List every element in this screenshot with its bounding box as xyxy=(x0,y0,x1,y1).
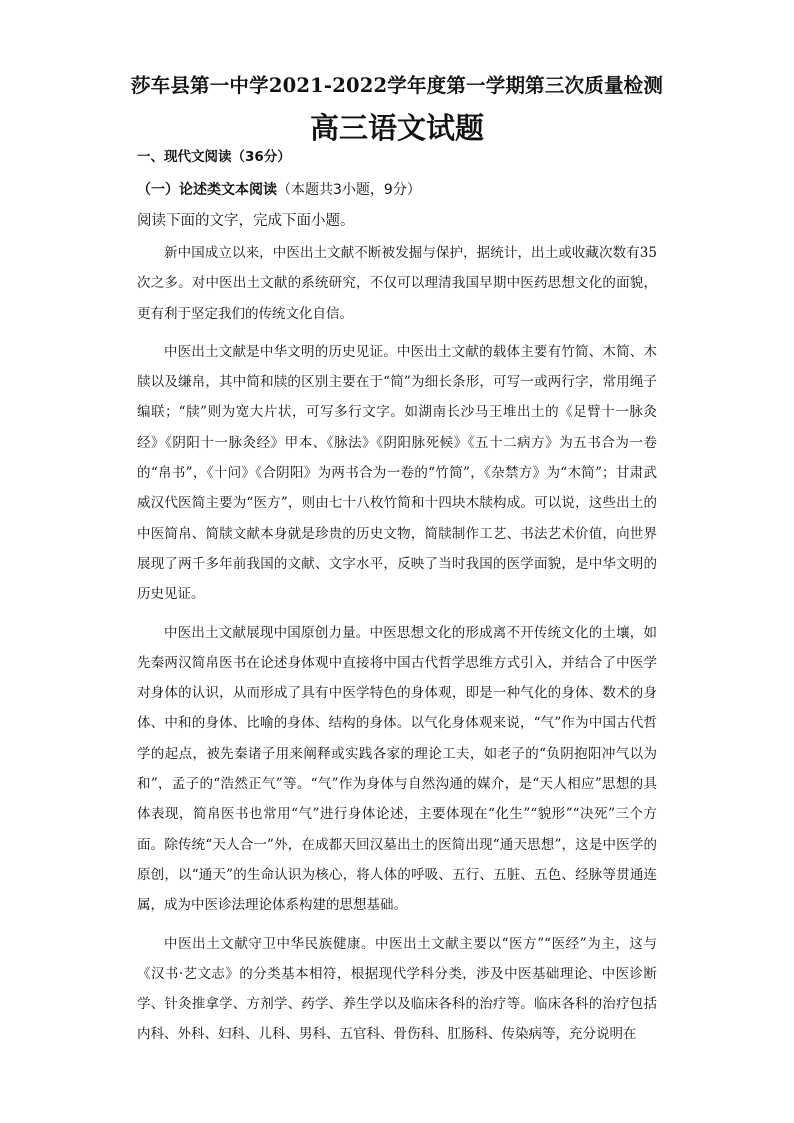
sub-section-note: （本题共3小题，9分） xyxy=(277,182,421,198)
section-heading: 一、现代文阅读（36分） xyxy=(137,149,291,165)
sub-section-heading xyxy=(137,179,421,199)
reading-instruction: 阅读下面的文字，完成下面小题。 xyxy=(137,213,355,229)
article-paragraph: 中医出土文献守卫中华民族健康。中医出土文献主要以“医方”“医经”为主，这与《汉书·艺文志》的分类基本相符，根据现代学科分类，涉及中医基础理论、中医诊断学、针灸推拿学、方剂学、药学、养生学以及临床各科的治疗等。临床各科的治疗包括内科、外科、妇科、儿科、男科、五官科、骨伤科、肛肠科、传染病等，充分说明在 xyxy=(137,935,657,1043)
article-paragraph: 新中国成立以来，中医出土文献不断被发掘与保护，据统计，出土或收藏次数有35次之多。对中医出土文献的系统研究，不仅可以理清我国早期中医药思想文化的面貌，更有利于坚定我们的传统文化自信。 xyxy=(137,245,657,322)
exam-title: 莎车县第一中学2021-2022学年度第一学期第三次质量检测 xyxy=(130,74,664,97)
article-paragraph: 中医出土文献是中华文明的历史见证。中医出土文献的载体主要有竹简、木简、木牍以及缣帛，其中简和牍的区别主要在于“简”为细长条形，可写一或两行字，常用绳子编联；“牍”则为宽大片状，可写多行文字。如湖南长沙马王堆出土的《足臂十一脉灸经》《阴阳十一脉灸经》甲本、《脉法》《阴阳脉死候》《五十二病方》为五书合为一卷的“帛书”，《十问》《合阴阳》为两书合为一卷的“竹简”，《杂禁方》为“木简”；甘肃武威汉代医简主要为“医方”，则由七十八枚竹简和十四块木牍构成。可以说，这些出土的中医简帛、简牍文献本身就是珍贵的历史文物，简牍制作工艺、书法艺术价值，向世界展现了两千多年前我国的文献、文字水平，反映了当时我国的医学面貌，是中华文明的历史见证。 xyxy=(137,343,657,603)
article-body xyxy=(137,238,657,1058)
article-paragraph: 中医出土文献展现中国原创力量。中医思想文化的形成离不开传统文化的土壤，如先秦两汉简帛医书在论述身体观中直接将中国古代哲学思维方式引入，并结合了中医学对身体的认识，从而形成了具有中医学特色的身体观，即是一种气化的身体、数术的身体、中和的身体、比喻的身体、结构的身体。以气化身体观来说，“气”作为中国古代哲学的起点，被先秦诸子用来阐释或实践各家的理论工夫，如老子的“负阴抱阳冲气以为和”，孟子的“浩然正气”等。“气”作为身体与自然沟通的媒介，是“天人相应”思想的具体表现，简帛医书也常用“气”进行身体论述，主要体现在“化生”“貌形”“决死”三个方面。除传统“天人合一”外，在成都天回汉墓出土的医简出现“通天思想”，这是中医学的原创，以“通天”的生命认识为核心，将人体的呼吸、五行、五脏、五色、经脉等贯通连属，成为中医诊法理论体系构建的思想基础。 xyxy=(137,624,657,914)
subject-title: 高三语文试题 xyxy=(309,111,484,145)
sub-section-title: （一）论述类文本阅读 xyxy=(137,182,277,198)
